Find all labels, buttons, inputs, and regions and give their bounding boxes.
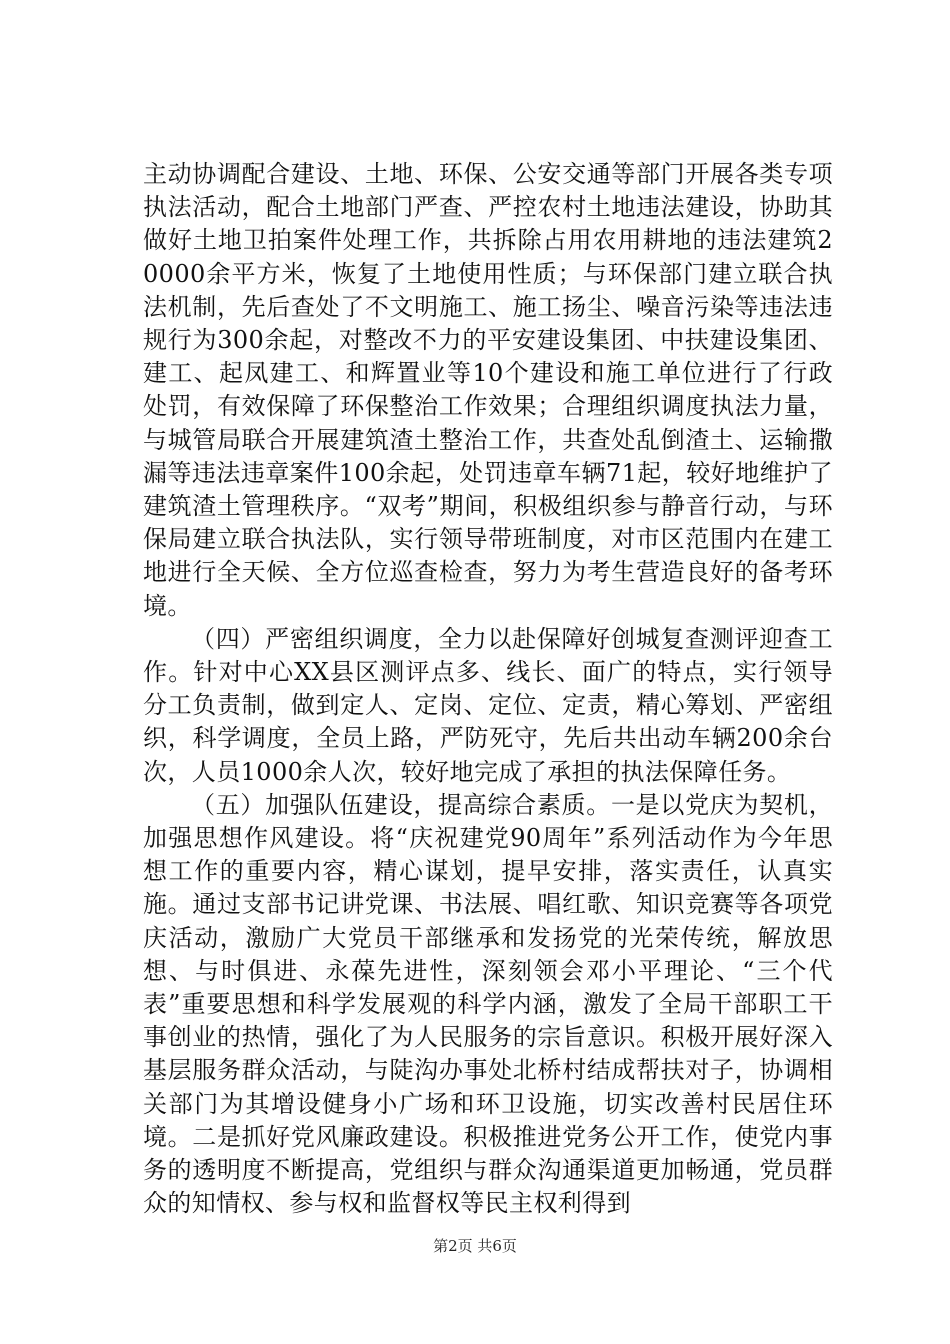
paragraph-section-five: （五）加强队伍建设，提高综合素质。一是以党庆为契机，加强思想作风建设。将“庆祝建党90周年”系列活动作为今年思想工作的重要内容，精心谋划，提早安排，落实责任，认真实施。通过支部书记讲党课、书法展、唱红歌、知识竞赛等各项党庆活动，激励广大党员干部继承和发扬党的光荣传统，解放思想、与时俱进、永葆先进性，深刻领会邓小平理论、“三个代表”重要思想和科学发展观的科学内涵，激发了全局干部职工干事创业的热情，强化了为人民服务的宗旨意识。积极开展好深入基层服务群众活动，与陡沟办事处北桥村结成帮扶对子，协调相关部门为其增设健身小广场和环卫设施，切实改善村民居住环境。二是抓好党风廉政建设。积极推进党务公开工作，使党内事务的透明度不断提高，党组织与群众沟通渠道更加畅通，党员群众的知情权、参与权和监督权等民主权利得到	[143, 790, 833, 1218]
paragraph-continuation: 主动协调配合建设、土地、环保、公安交通等部门开展各类专项执法活动，配合土地部门严查、严控农村土地违法建设，协助其做好土地卫拍案件处理工作，共拆除占用农用耕地的违法建筑20000余平方米，恢复了土地使用性质；与环保部门建立联合执法机制，先后查处了不文明施工、施工扬尘、噪音污染等违法违规行为300余起，对整改不力的平安建设集团、中扶建设集团、建工、起凤建工、和辉置业等10个建设和施工单位进行了行政处罚，有效保障了环保整治工作效果；合理组织调度执法力量，与城管局联合开展建筑渣土整治工作，共查处乱倒渣土、运输撒漏等违法违章案件100余起，处罚违章车辆71起，较好地维护了建筑渣土管理秩序。“双考”期间，积极组织参与静音行动，与环保局建立联合执法队，实行领导带班制度，对市区范围内在建工地进行全天候、全方位巡查检查，努力为考生营造良好的备考环境。	[143, 160, 833, 620]
paragraph-section-four: （四）严密组织调度，全力以赴保障好创城复查测评迎查工作。针对中心XX县区测评点多、线长、面广的特点，实行领导分工负责制，做到定人、定岗、定位、定责，精心筹划、严密组织，科学调度，全员上路，严防死守，先后共出动车辆200余台次，人员1000余人次，较好地完成了承担的执法保障任务。	[143, 624, 833, 786]
body-text	[143, 158, 833, 1221]
page-number-footer: 第2页 共6页	[433, 1237, 517, 1255]
